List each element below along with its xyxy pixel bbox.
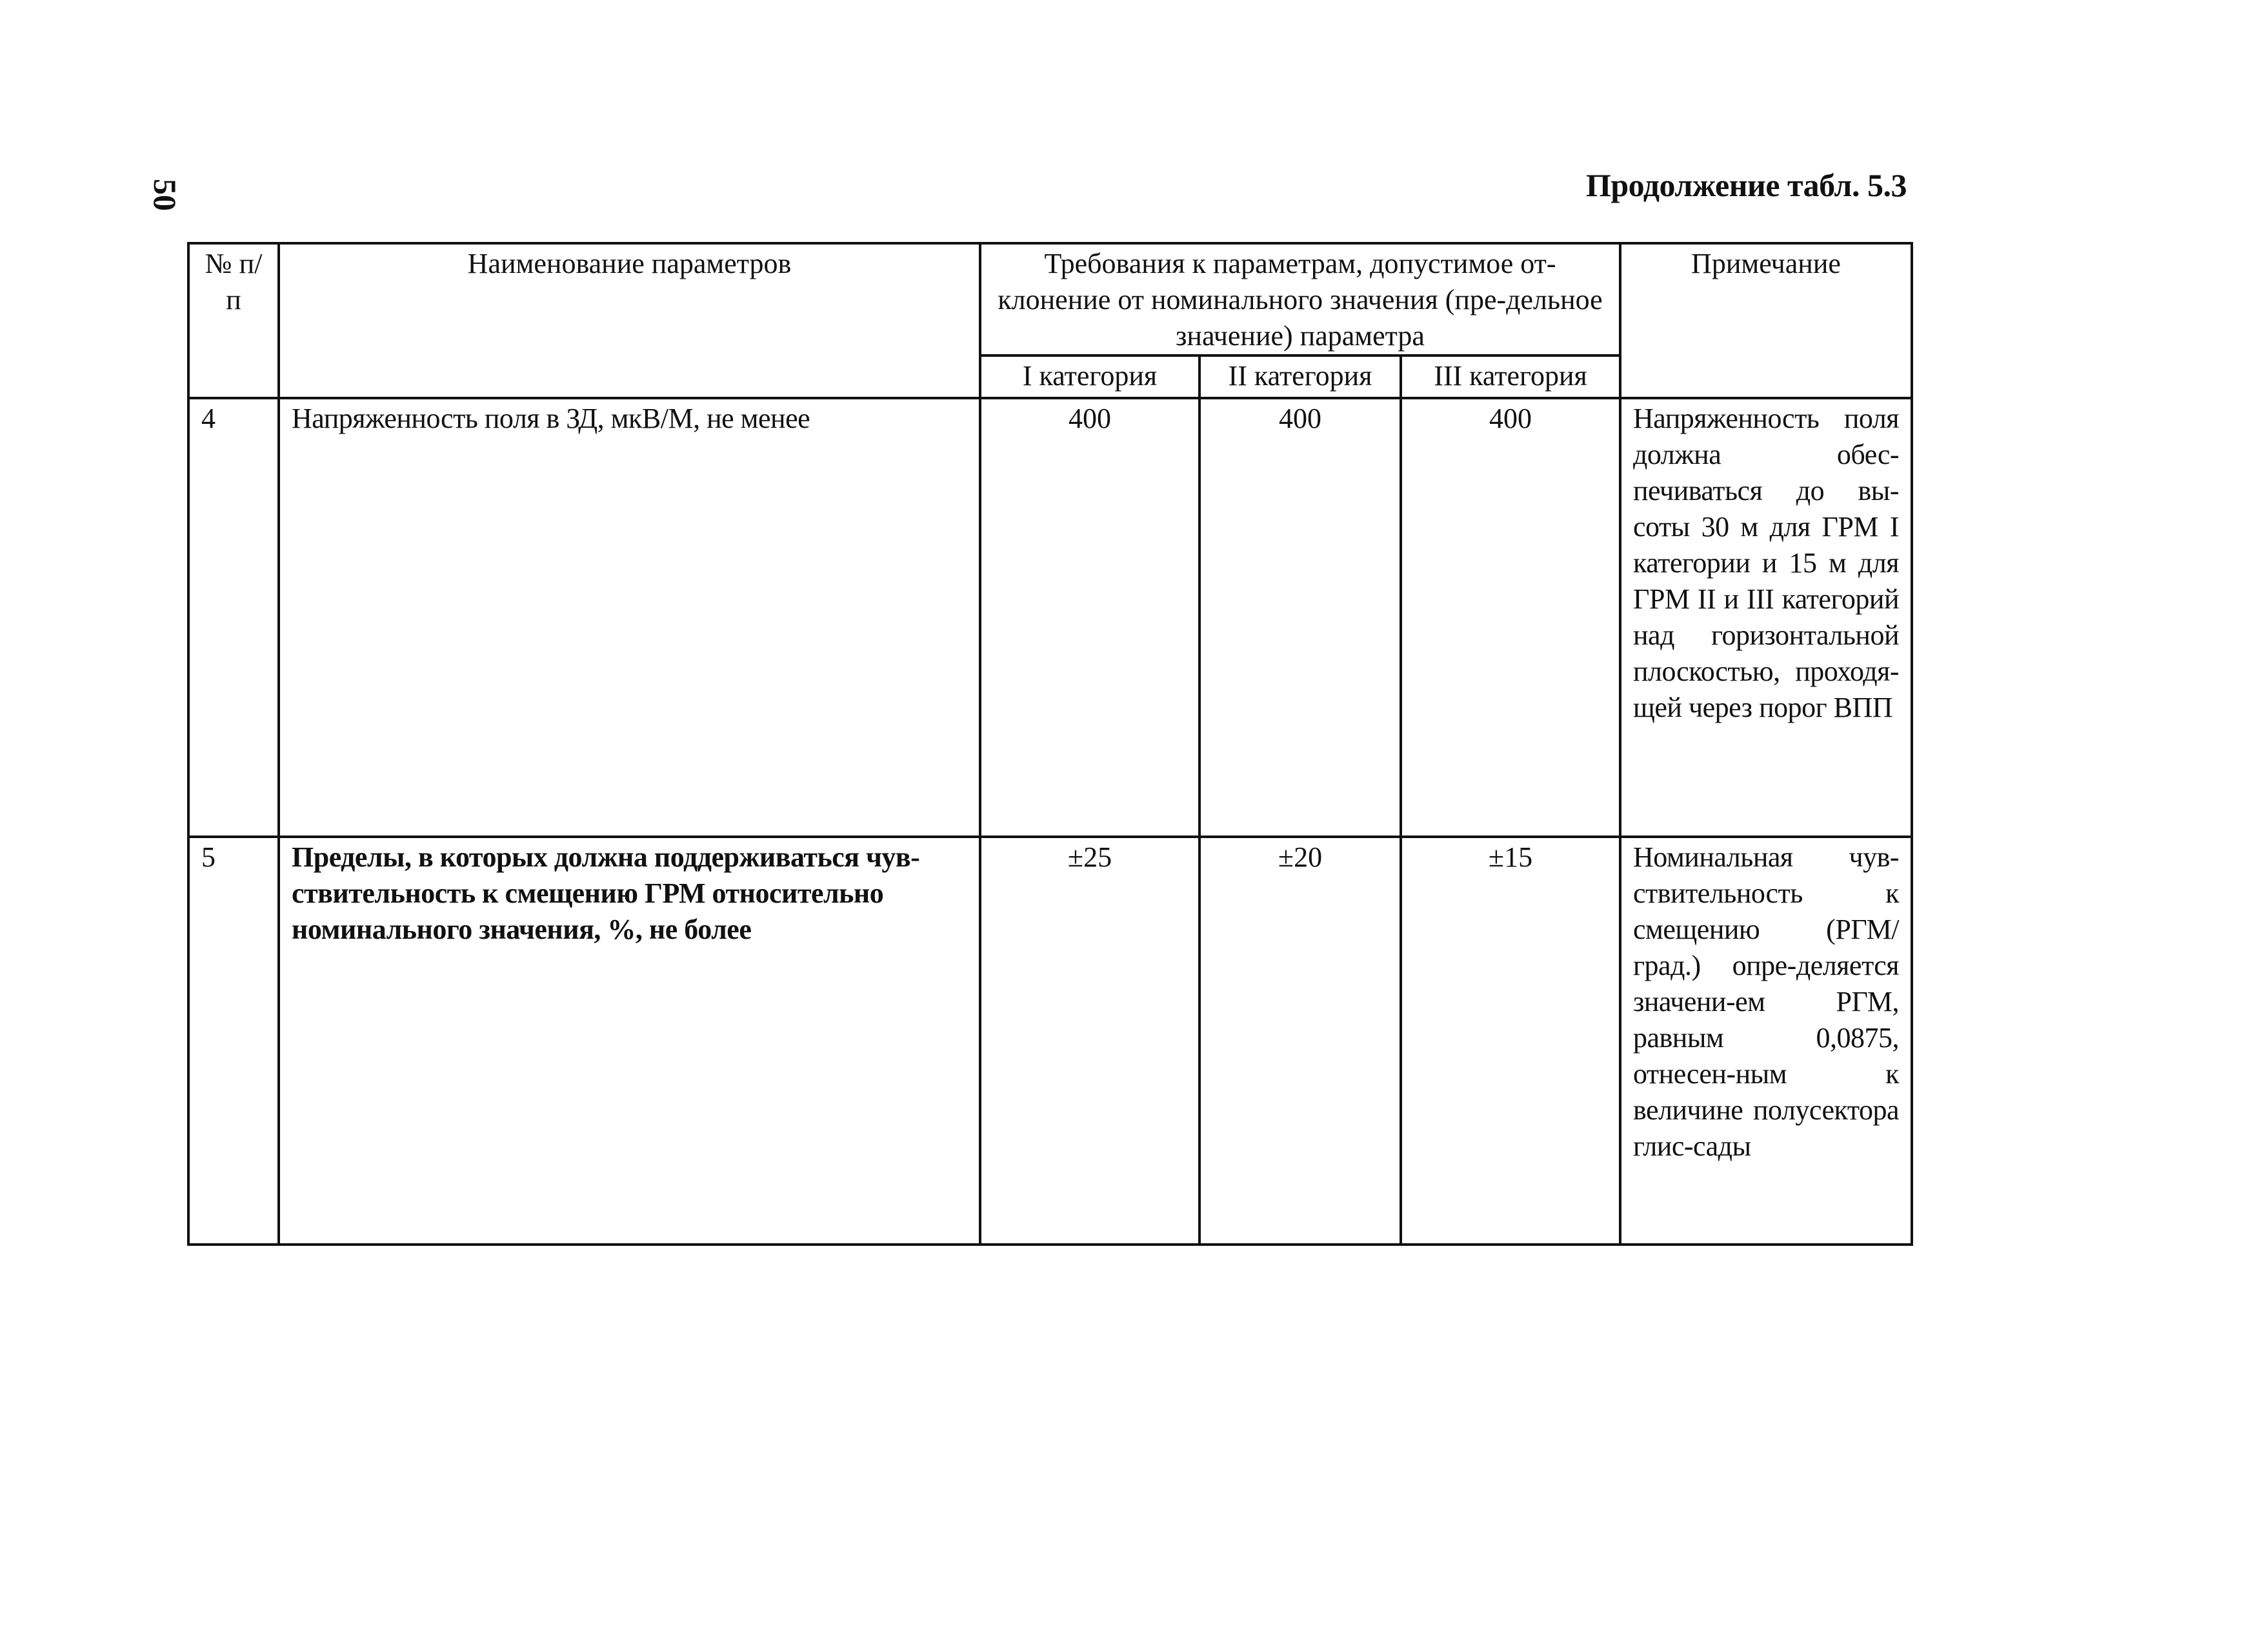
table-continuation-title: Продолжение табл. 5.3 — [1585, 167, 1907, 203]
table-row — [188, 837, 1912, 1245]
parameters-table — [187, 242, 1913, 1246]
header-category-1: I категория — [980, 355, 1199, 398]
row-note: Номинальная чув-ствительность к смещению (РГМ/град.) опре-деляется значени-ем РГМ, равным 0,0875, отнесен-ным к величине полусектора глис-сады — [1620, 837, 1912, 1245]
header-category-2: II категория — [1199, 355, 1401, 398]
row-parameter-name: Пределы, в которых должна поддерживаться чув-ствительность к смещению ГРМ относительно номинального значения, %, не более — [279, 837, 980, 1245]
row-value-category-3: ±15 — [1401, 837, 1620, 1245]
header-note: Примечание — [1620, 243, 1912, 398]
page-number: 50 — [147, 179, 183, 211]
row-note: Напряженность поля должна обес-печиваться до вы-соты 30 м для ГРМ I категории и 15 м для ГРМ II и III категорий над горизонтальной плоскостью, проходя-щей через порог ВПП — [1620, 398, 1912, 837]
header-category-3: III категория — [1401, 355, 1620, 398]
row-value-category-1: 400 — [980, 398, 1199, 837]
row-num: 4 — [188, 398, 279, 837]
header-parameter-name: Наименование параметров — [279, 243, 980, 398]
row-value-category-3: 400 — [1401, 398, 1620, 837]
row-value-category-1: ±25 — [980, 837, 1199, 1245]
header-requirements: Требования к параметрам, допустимое от-клонение от номинального значения (пре-дельное значение) параметра — [980, 243, 1620, 355]
table-header-row — [188, 243, 1912, 355]
row-num: 5 — [188, 837, 279, 1245]
table-row — [188, 398, 1912, 837]
row-value-category-2: ±20 — [1199, 837, 1401, 1245]
row-parameter-name: Напряженность поля в ЗД, мкВ/М, не менее — [279, 398, 980, 837]
row-value-category-2: 400 — [1199, 398, 1401, 837]
header-num: № п/п — [188, 243, 279, 398]
